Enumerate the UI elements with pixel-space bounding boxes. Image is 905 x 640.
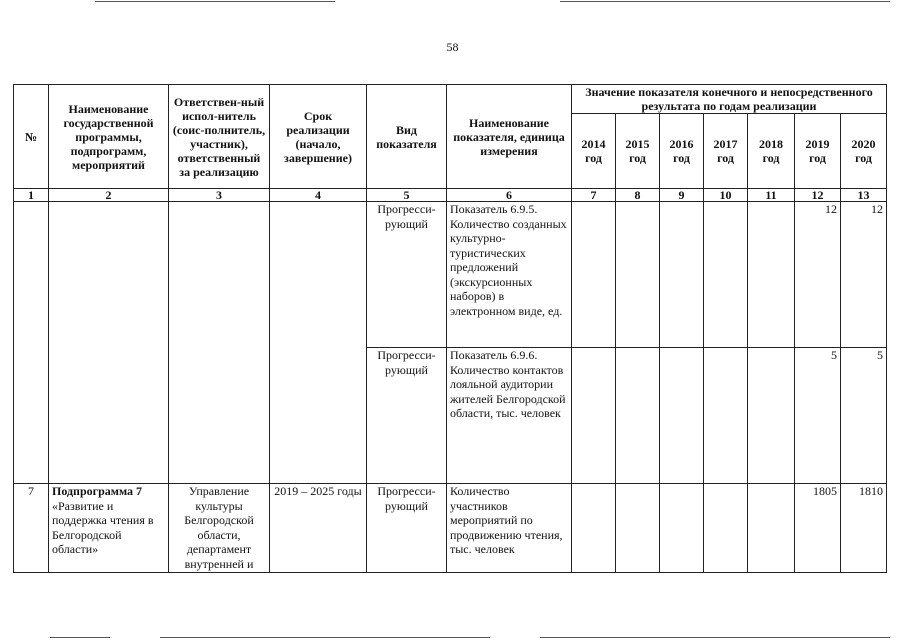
header-year: 2015 год — [616, 114, 660, 189]
header-no: № — [14, 85, 49, 189]
header-indicator-kind: Вид показателя — [367, 85, 447, 189]
header-row-1 — [14, 85, 887, 114]
cell-value-2016 — [660, 484, 704, 573]
cell-indicator-kind: Прогресси-рующий — [367, 348, 447, 484]
cell-indicator-kind: Прогресси-рующий — [367, 484, 447, 573]
header-program-name: Наименование государственной программы, подпрограмм, мероприятий — [49, 85, 169, 189]
header-year: 2014 год — [572, 114, 616, 189]
cell-indicator-name: Количество участников мероприятий по продвижению чтения, тыс. человек — [447, 484, 572, 573]
header-year: 2019 год — [795, 114, 841, 189]
cell-value-2019: 5 — [795, 348, 841, 484]
column-number: 4 — [270, 189, 367, 202]
header-indicator-name: Наименование показателя, единица измерения — [447, 85, 572, 189]
column-number: 11 — [748, 189, 795, 202]
column-number: 7 — [572, 189, 616, 202]
column-number: 3 — [169, 189, 270, 202]
cell-value-2017 — [704, 202, 748, 348]
cell-no: 7 — [14, 484, 49, 573]
column-number: 10 — [704, 189, 748, 202]
cell-responsible: Управление культуры Белгородской области, департамент внутренней и — [169, 484, 270, 573]
cell-value-2020: 5 — [841, 348, 887, 484]
cell-value-2017 — [704, 348, 748, 484]
subprogram-title: Подпрограмма 7 — [52, 484, 143, 498]
cell-value-2018 — [748, 202, 795, 348]
cell-value-2014 — [572, 202, 616, 348]
header-year: 2020 год — [841, 114, 887, 189]
subprogram-description: «Развитие и поддержка чтения в Белгородской области» — [52, 498, 154, 556]
cell-value-2018 — [748, 484, 795, 573]
scan-artifact-line — [540, 637, 890, 638]
cell-period: 2019 – 2025 годы — [270, 484, 367, 573]
table-row — [14, 484, 887, 573]
scan-artifact-line — [50, 637, 110, 638]
cell-value-2020: 12 — [841, 202, 887, 348]
header-period: Срок реализации (начало, завершение) — [270, 85, 367, 189]
table-row — [14, 202, 887, 348]
indicator-table — [13, 84, 887, 573]
cell-program-name — [49, 484, 169, 573]
cell-value-2020: 1810 — [841, 484, 887, 573]
cell-value-2016 — [660, 348, 704, 484]
cell-period — [270, 202, 367, 484]
cell-indicator-kind: Прогресси-рующий — [367, 202, 447, 348]
cell-indicator-name: Показатель 6.9.5. Количество созданных культурно-туристических предложений (экскурсионных наборов) в электронном виде, ед. — [447, 202, 572, 348]
header-year: 2018 год — [748, 114, 795, 189]
column-number: 2 — [49, 189, 169, 202]
cell-value-2014 — [572, 348, 616, 484]
cell-indicator-name: Показатель 6.9.6. Количество контактов лояльной аудитории жителей Белгородской области, тыс. человек — [447, 348, 572, 484]
cell-value-2016 — [660, 202, 704, 348]
column-number: 13 — [841, 189, 887, 202]
cell-value-2015 — [616, 484, 660, 573]
cell-value-2018 — [748, 348, 795, 484]
cell-program-name — [49, 202, 169, 484]
scan-artifact-line — [160, 637, 490, 638]
cell-value-2015 — [616, 202, 660, 348]
column-number: 5 — [367, 189, 447, 202]
header-responsible: Ответствен-ный испол-нитель (соис-полнитель, участник), ответственный за реализацию — [169, 85, 270, 189]
column-number: 9 — [660, 189, 704, 202]
scan-artifact-line — [560, 1, 890, 2]
column-number: 1 — [14, 189, 49, 202]
header-year: 2016 год — [660, 114, 704, 189]
column-number: 6 — [447, 189, 572, 202]
column-number: 12 — [795, 189, 841, 202]
cell-value-2014 — [572, 484, 616, 573]
column-number-row — [14, 189, 887, 202]
column-number: 8 — [616, 189, 660, 202]
cell-responsible — [169, 202, 270, 484]
cell-value-2019: 1805 — [795, 484, 841, 573]
header-values-group: Значение показателя конечного и непосредственного результата по годам реализации — [572, 85, 887, 114]
cell-no — [14, 202, 49, 484]
scan-artifact-line — [95, 1, 335, 2]
header-year: 2017 год — [704, 114, 748, 189]
page-number: 58 — [446, 40, 459, 54]
cell-value-2015 — [616, 348, 660, 484]
cell-value-2017 — [704, 484, 748, 573]
cell-value-2019: 12 — [795, 202, 841, 348]
